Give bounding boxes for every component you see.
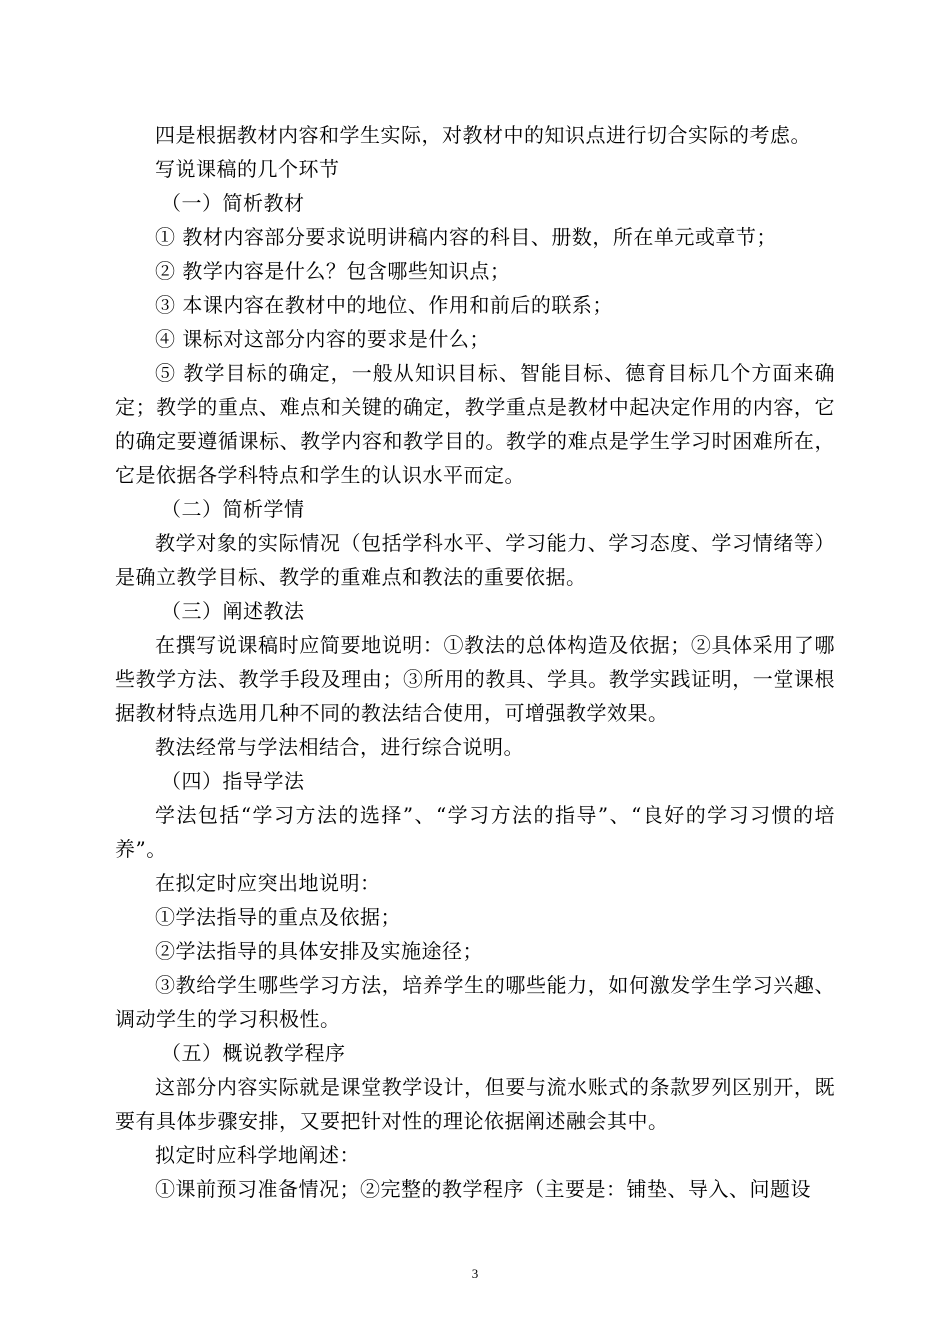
section-heading: （四）指导学法 — [161, 769, 305, 793]
paragraph: 拟定时应科学地阐述： — [155, 1143, 360, 1167]
document-body — [115, 118, 835, 1206]
paragraph: 在拟定时应突出地说明： — [155, 871, 381, 895]
paragraph: ①课前预习准备情况；②完整的教学程序（主要是：铺垫、导入、问题设 — [155, 1177, 811, 1201]
paragraph: 四是根据教材内容和学生实际，对教材中的知识点进行切合实际的考虑。 — [155, 123, 811, 147]
page-number: 3 — [471, 1266, 479, 1281]
list-item: ①学法指导的重点及依据； — [155, 905, 401, 929]
list-item: ③教给学生哪些学习方法，培养学生的哪些能力，如何激发学生学习兴趣、调动学生的学习积极性。 — [115, 973, 835, 1031]
list-item: ②学法指导的具体安排及实施途径； — [155, 939, 483, 963]
list-item: ② 教学内容是什么？包含哪些知识点； — [155, 259, 511, 283]
paragraph: 在撰写说课稿时应简要地说明：①教法的总体构造及依据；②具体采用了哪些教学方法、教学手段及理由；③所用的教具、学具。教学实践证明，一堂课根据教材特点选用几种不同的教法结合使用，可增强教学效果。 — [115, 633, 835, 725]
list-item: ⑤ 教学目标的确定，一般从知识目标、智能目标、德育目标几个方面来确定；教学的重点、难点和关键的确定，教学重点是教材中起决定作用的内容，它的确定要遵循课标、教学内容和教学目的。教学的难点是学生学习时困难所在，它是依据各学科特点和学生的认识水平而定。 — [115, 361, 835, 487]
paragraph: 教法经常与学法相结合，进行综合说明。 — [155, 735, 524, 759]
list-item: ③ 本课内容在教材中的地位、作用和前后的联系； — [155, 293, 613, 317]
paragraph: 学法包括“学习方法的选择”、“学习方法的指导”、“良好的学习习惯的培养”。 — [115, 803, 835, 861]
section-heading: （五）概说教学程序 — [161, 1041, 346, 1065]
section-intro: 写说课稿的几个环节 — [155, 157, 340, 181]
list-item: ④ 课标对这部分内容的要求是什么； — [155, 327, 490, 351]
list-item: ① 教材内容部分要求说明讲稿内容的科目、册数，所在单元或章节； — [155, 225, 777, 249]
paragraph: 这部分内容实际就是课堂教学设计，但要与流水账式的条款罗列区别开，既要有具体步骤安排，又要把针对性的理论依据阐述融会其中。 — [115, 1075, 835, 1133]
paragraph: 教学对象的实际情况（包括学科水平、学习能力、学习态度、学习情绪等）是确立教学目标、教学的重难点和教法的重要依据。 — [115, 531, 835, 589]
section-heading: （二）简析学情 — [161, 497, 305, 521]
section-heading: （一）简析教材 — [161, 191, 305, 215]
section-heading: （三）阐述教法 — [161, 599, 305, 623]
